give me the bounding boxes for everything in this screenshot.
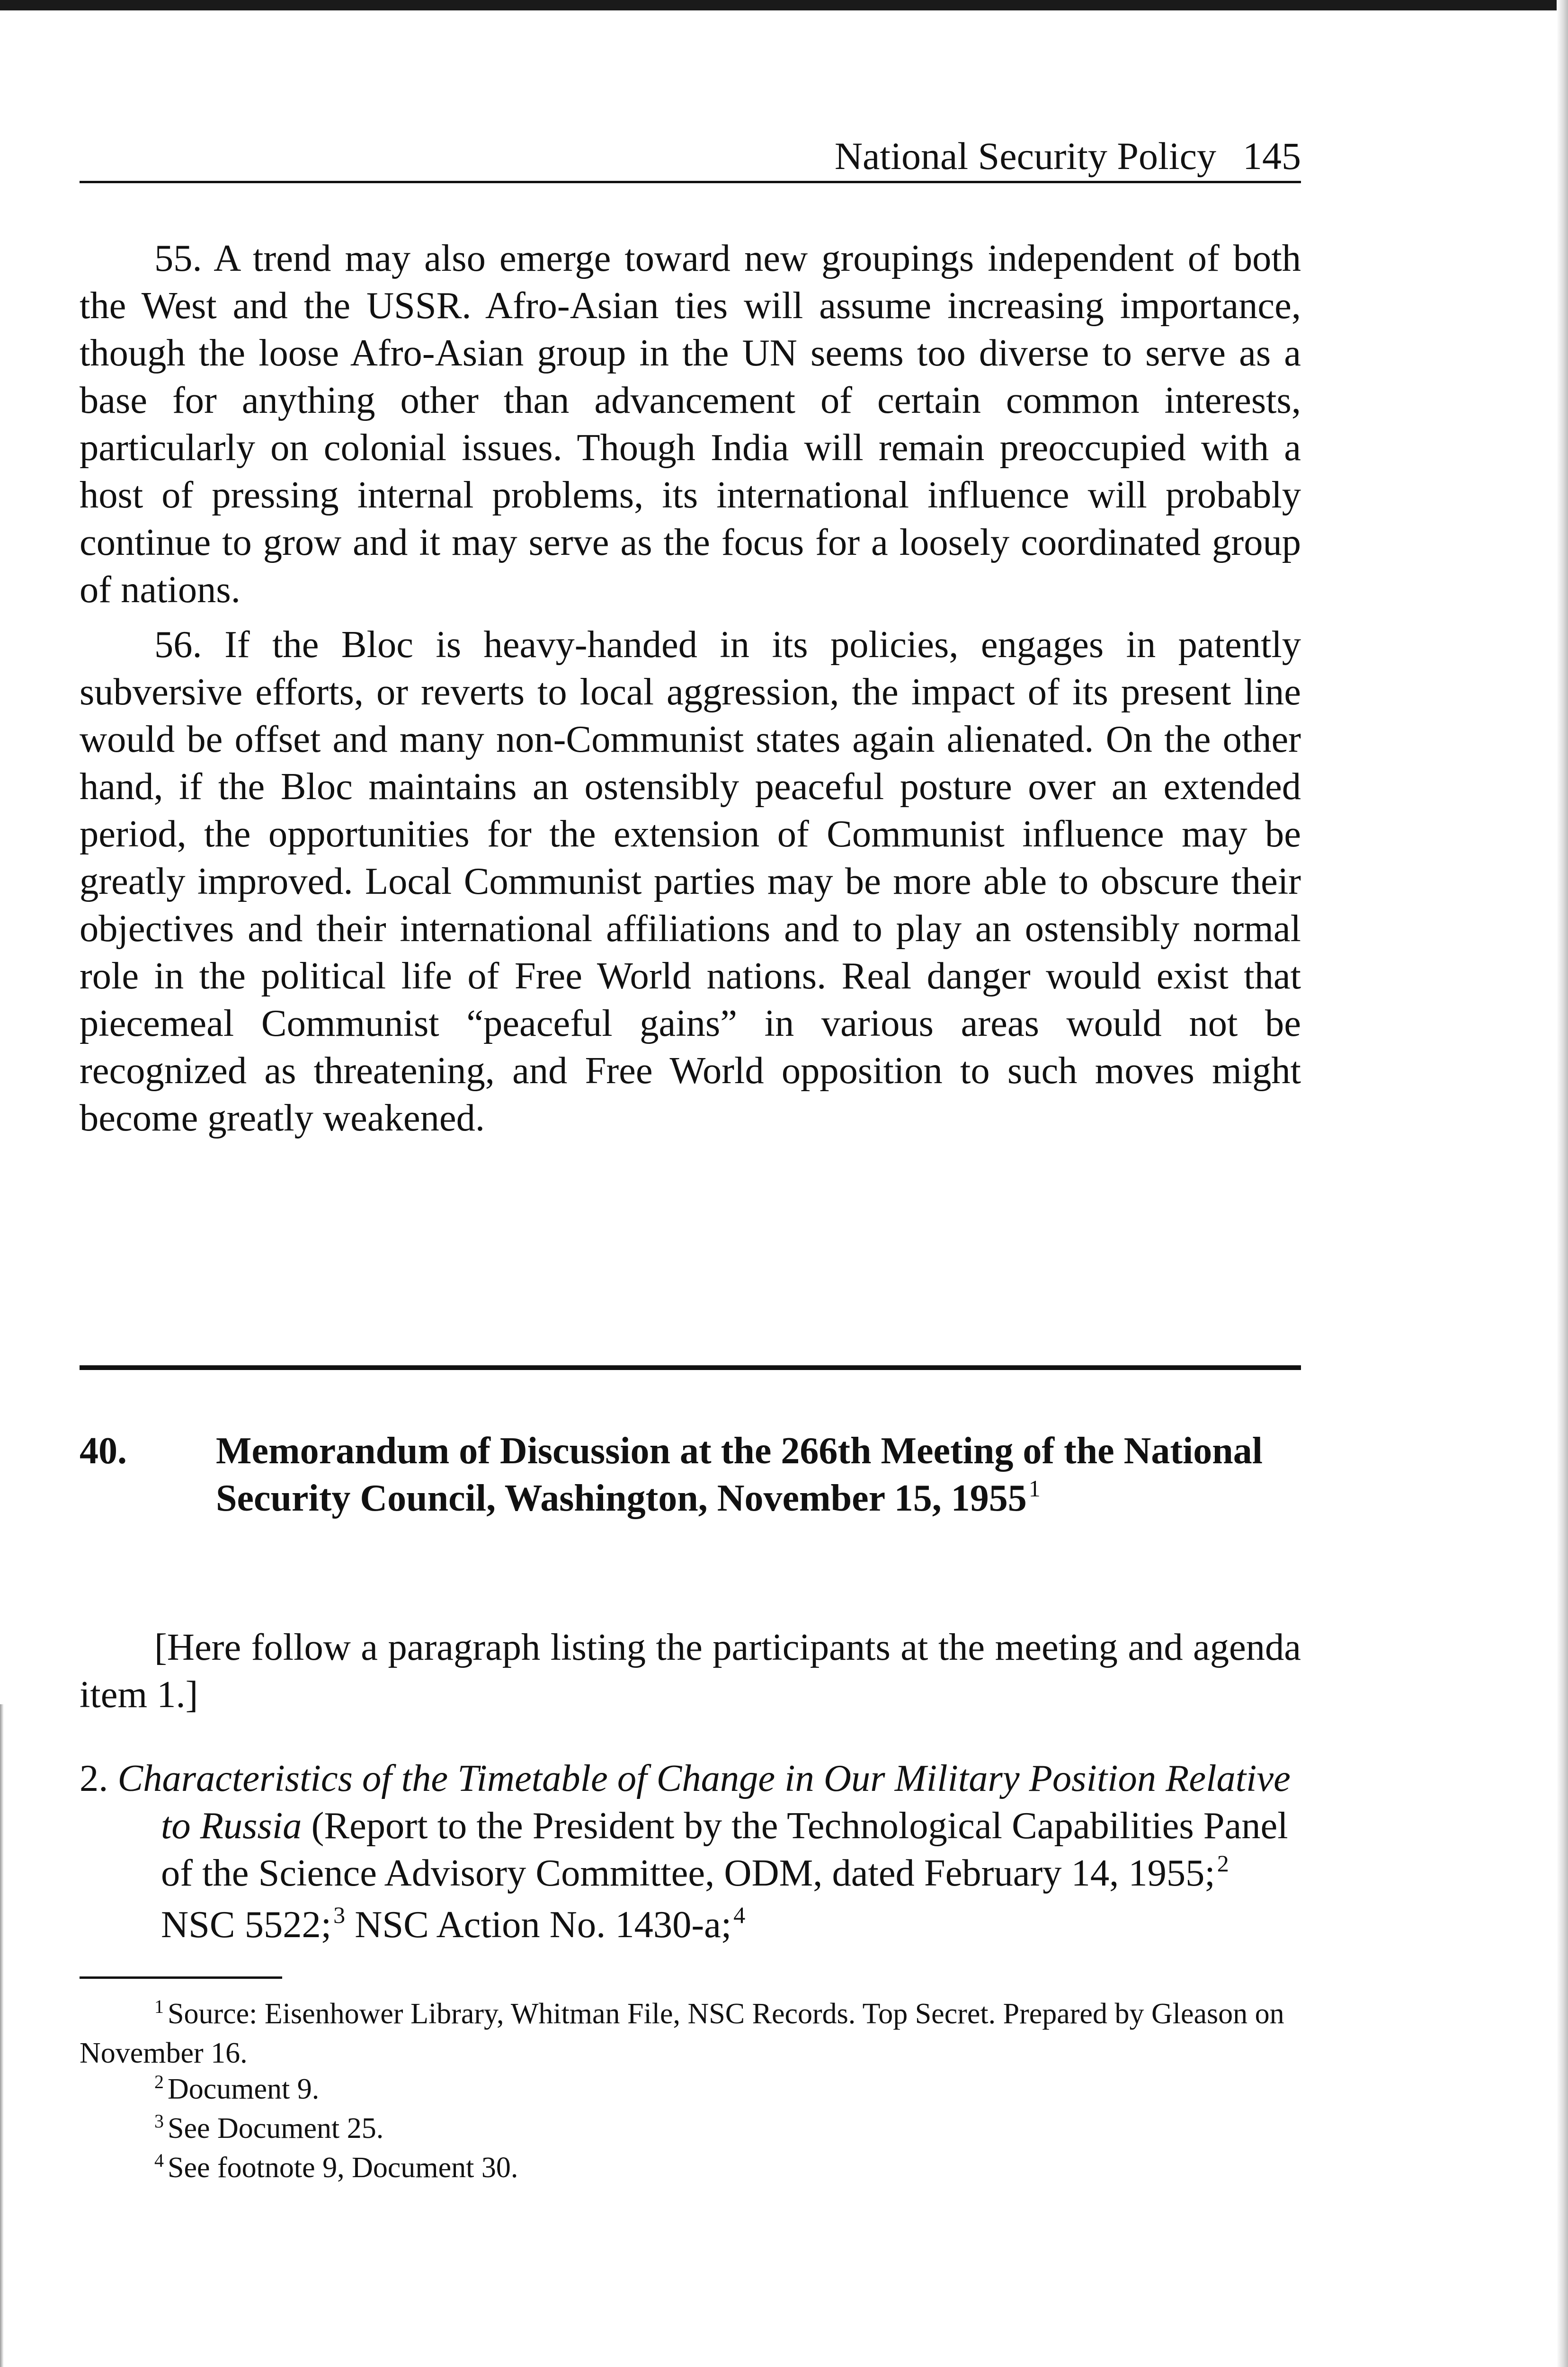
footnote xyxy=(80,2071,1301,2110)
paragraph-56: 56. If the Bloc is heavy-handed in its policies, engages in patently subversive efforts, or reverts to local aggression, the impact of its present line would be offset and many non-Communist states again alienated. On the other hand, if the Bloc maintains an ostensibly peaceful posture over an extended period, the opportunities for the extension of Communist influence may be greatly improved. Local Communist parties may be more able to obscure their objectives and their international affiliations and to play an ostensibly normal role in the political life of Free World nations. Real danger would exist that piecemeal Communist “peaceful gains” in various areas would not be recognized as threatening, and Free World opposition to such moves might become greatly weakened. xyxy=(80,623,1301,1139)
footnote xyxy=(80,2110,1301,2150)
footnote-marker-1: 1 xyxy=(1028,1475,1041,1502)
continued-text xyxy=(80,235,1301,1142)
footnote xyxy=(80,1996,1301,2071)
footnote-marker-2: 2 xyxy=(1217,1850,1229,1877)
scan-left-edge xyxy=(0,1704,4,2367)
footnote-text: See footnote 9, Document 30. xyxy=(168,2152,518,2184)
footnote-text: Source: Eisenhower Library, Whitman File, NSC Records. Top Secret. Prepared by Gleason on November 16. xyxy=(80,1998,1284,2069)
agenda-item-2 xyxy=(80,1755,1301,1953)
footnote-marker-4: 4 xyxy=(733,1902,746,1928)
editorial-note: [Here follow a paragraph listing the participants at the meeting and agenda item 1.] xyxy=(80,1626,1301,1716)
agenda-item-text-1: (Report to the President by the Technological Capabilities Panel of the Science Advisory Committee, ODM, dated February 14, 1955; xyxy=(161,1805,1288,1894)
document-heading xyxy=(80,1427,1301,1526)
footnote-number: 2 xyxy=(154,2071,164,2092)
running-title: National Security Policy xyxy=(834,134,1216,178)
footnote xyxy=(80,2150,1301,2189)
paragraph-55: 55. A trend may also emerge toward new groupings independent of both the West and the USSR. Afro-Asian ties will assume increasing importance, though the loose Afro-Asian group in the UN seems too diverse to serve as a base for anything other than advancement of certain common interests, particularly on colonial issues. Though India will remain preoccupied with a host of pressing internal problems, its international influence will probably continue to grow and it may serve as the focus for a loosely coordinated group of nations. xyxy=(80,237,1301,611)
footnote-text: Document 9. xyxy=(168,2073,320,2105)
footnote-text: See Document 25. xyxy=(168,2112,384,2145)
scan-right-edge xyxy=(1557,0,1568,2367)
footnote-number: 1 xyxy=(154,1996,164,2017)
scan-top-edge xyxy=(0,0,1568,10)
section-divider xyxy=(80,1365,1301,1370)
agenda-item-number: 2. xyxy=(80,1757,108,1799)
agenda-item-title: Characteristics of the Timetable of Change in Our Military Position Relative to Russia xyxy=(117,1757,1291,1847)
document-title: Memorandum of Discussion at the 266th Meeting of the National Security Council, Washington, November 15, 1955 xyxy=(216,1430,1263,1519)
footnote-marker-3: 3 xyxy=(333,1902,346,1928)
agenda-item-text-2: NSC 5522; xyxy=(161,1904,332,1946)
footnotes xyxy=(80,1996,1301,2189)
footnote-number: 4 xyxy=(154,2150,164,2171)
footnote-rule xyxy=(80,1976,282,1979)
running-head xyxy=(80,133,1301,180)
page-number: 145 xyxy=(1243,134,1301,178)
agenda-item-text-3: NSC Action No. 1430-a; xyxy=(355,1904,732,1946)
footnote-number: 3 xyxy=(154,2110,164,2132)
document-number: 40. xyxy=(80,1430,127,1472)
document-title-block xyxy=(216,1427,1272,1526)
header-rule xyxy=(80,181,1301,183)
